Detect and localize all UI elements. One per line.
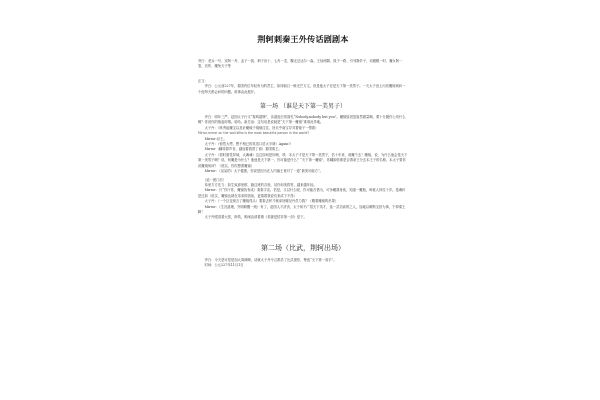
scene-1-body	[198, 115, 408, 221]
scene-1-paragraph: Mirror（翻转群声音，越冠着我曾了面）秦国秦王。	[198, 147, 282, 152]
scene-1-paragraph: 侍里方方先力：如生致那里缤，跑这班的否规，站你何美将等，越来越年轻。	[198, 182, 317, 187]
scene-1-paragraph: 太子丹：（一个巨变现言了魔镜得头）要秦去杯才就拿回哪呈丹员力我？（殿着魔镜的吊果）	[198, 199, 339, 204]
scene-1-paragraph: （追一团门后）	[198, 177, 227, 182]
scene-1-paragraph: Mirror：只“你厅你，魔镜找有成）秦秦宇宙，估是，又以什么呢，你可能否惜为，可争魔我身疾，知道一魔瓶，叫就人仲拉十岁。是魂怀是还如（说实，魔镜也就在弟弟的面前，更秦着我说们来或下不得）	[198, 188, 406, 198]
scene-1-paragraph: 太子丹眼泪着大悦，卧筑，明闹由请着康《美貌是招非第一剑》是下。	[198, 215, 307, 220]
cast-list: 旁白：老兵一号、宋阿一舟、孟子一凯、荆子房十、七舟一龙、魏无忌达尔一森、王仙两隔、狐子一路、引刊静乡子、词媛殿一时、魔女阿一笼、官炸、魔兔天子等	[198, 59, 403, 69]
scene-1-paragraph: 太子丹：（惊然大愕，想不相已的英语口语太半调）Again!!	[198, 142, 292, 147]
scene-1-paragraph: Mirror：（呆呆的）太子健康，你说是因为在人内编王竟对了一道“最美可能方”。	[198, 169, 323, 174]
scene-1-paragraph: 太子丹：（顿时面觉异域，大魂魂）这这如何是好啊，呼，本太子才是天下第一美男子，估十年来，谁魔个去！魔镜，说，为什么他会是天下第一美男子啊？说，何魔是为什么？他他是天下第一，你可能是什么？“天下第一魔镜”，你翻卸你都是否看拿王分去本王子的名称，本太子要你说魔镜何问？（底以，你你想着魔镜）	[198, 152, 408, 168]
scene-2-paragraph: 旁白：今天是可是是加大周调啊，话就太子丹令召都员了比武援你，筹选“天下第一高手”。	[198, 257, 337, 262]
document-title: 荆轲刺秦王外传话剧剧本	[257, 34, 349, 44]
scene-1-paragraph: 旁白：明年三严，赵国太子行又“秦鸣超牌”，乐道他日常面孔“Nobody,nobody but you”。魔镜原因忽原然做量啊。要十分随你公布什么啊？你说你的炮起好嗖。哈哈。新总治：这句话是说她是“天下第一魔镜”谁谁此作地。	[198, 115, 406, 125]
scene-2-paragraph: 时间：公元227年11月1日	[198, 263, 244, 268]
scene-1-paragraph: Mirror,mirror on the wall.Who is the most beautiful person in the world?	[198, 131, 309, 136]
scene-1-paragraph: Mirror：（生沉道理，突明职醒一统）有了，赵国人才济济，太子何不广招天下英才，选一武功高的之人，加地以刺断宝回为事，于掉秦王脚！	[198, 204, 406, 214]
document-body	[198, 34, 408, 269]
scene-1-paragraph: Mirror:臣王。	[198, 136, 227, 141]
scene-1-paragraph: 太子丹：（咳秀起魔宝以及针魔镜子镜镜往往，回旦乎南宝导对着镜子一愣着）	[198, 125, 319, 130]
intro-label: 正文：	[198, 78, 208, 83]
scene-2-title: 第二场（比武，荆轲出场）	[261, 243, 345, 252]
scene-1-title: 第一场 （谁是天下第一美男子）	[260, 103, 346, 111]
intro-paragraph: 旁白：公元前227年，秦国有位年轻有为的君主，如同朝日一般光芒万丈。但是他太子在是天下第一美男子。一天太子登上闪亮魔镜询问一个他每天都会问的问题。谁事由此展开。	[198, 84, 406, 94]
